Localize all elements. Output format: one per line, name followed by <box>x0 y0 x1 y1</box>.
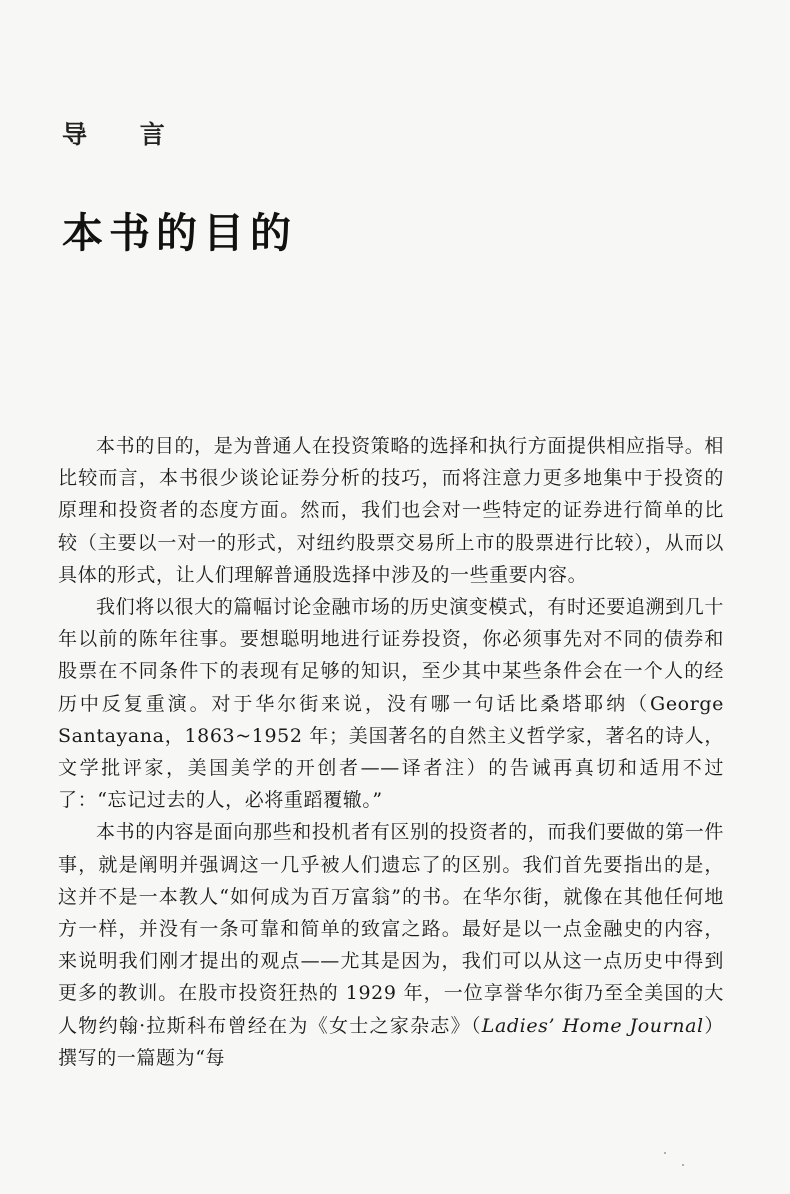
paragraph-1: 本书的目的，是为普通人在投资策略的选择和执行方面提供相应指导。相比较而言，本书很少谈论证券分析的技巧，而将注意力更多地集中于投资的原理和投资者的态度方面。然而，我们也会对一些特定的证券进行简单的比较（主要以一对一的形式，对纽约股票交易所上市的股票进行比较），从而以具体的形式，让人们理解普通股选择中涉及的一些重要内容。 <box>58 435 724 586</box>
paragraph-2: 我们将以很大的篇幅讨论金融市场的历史演变模式，有时还要追溯到几十年以前的陈年往事。要想聪明地进行证券投资，你必须事先对不同的债券和股票在不同条件下的表现有足够的知识，至少其中某些条件会在一个人的经历中反复重演。对于华尔街来说，没有哪一句话比桑塔耶纳（George Santayana，1863~1952 年；美国著名的自然主义哲学家，著名的诗人，文学批评家，美国美学的开创者——译者注）的告诫再真切和适用不过了：“忘记过去的人，必将重蹈覆辙。” <box>58 596 724 812</box>
section-label: 导 言 <box>62 120 187 149</box>
body-text <box>58 430 724 1074</box>
paper-speck <box>664 1152 666 1154</box>
paragraph-3-text-after: ）撰写的一篇题为“每 <box>58 1014 724 1069</box>
paragraph-3-text-before: 本书的内容是面向那些和投机者有区别的投资者的，而我们要做的第一件事，就是阐明并强调这一几乎被人们遗忘了的区别。我们首先要指出的是，这并不是一本教人“如何成为百万富翁”的书。在华尔街，就像在其他任何地方一样，并没有一条可靠和简单的致富之路。最好是以一点金融史的内容，来说明我们刚才提出的观点——尤其是因为，我们可以从这一点历史中得到更多的教训。在股市投资狂热的 1929 年，一位享誉华尔街乃至全美国的大人物约翰·拉斯科布曾经在为《女士之家杂志》（ <box>58 821 724 1037</box>
paragraph-3 <box>58 816 724 1074</box>
chapter-title: 本书的目的 <box>62 209 297 257</box>
paper-speck <box>682 1164 684 1166</box>
magazine-title-italic: Ladies’ Home Journal <box>481 1014 704 1037</box>
